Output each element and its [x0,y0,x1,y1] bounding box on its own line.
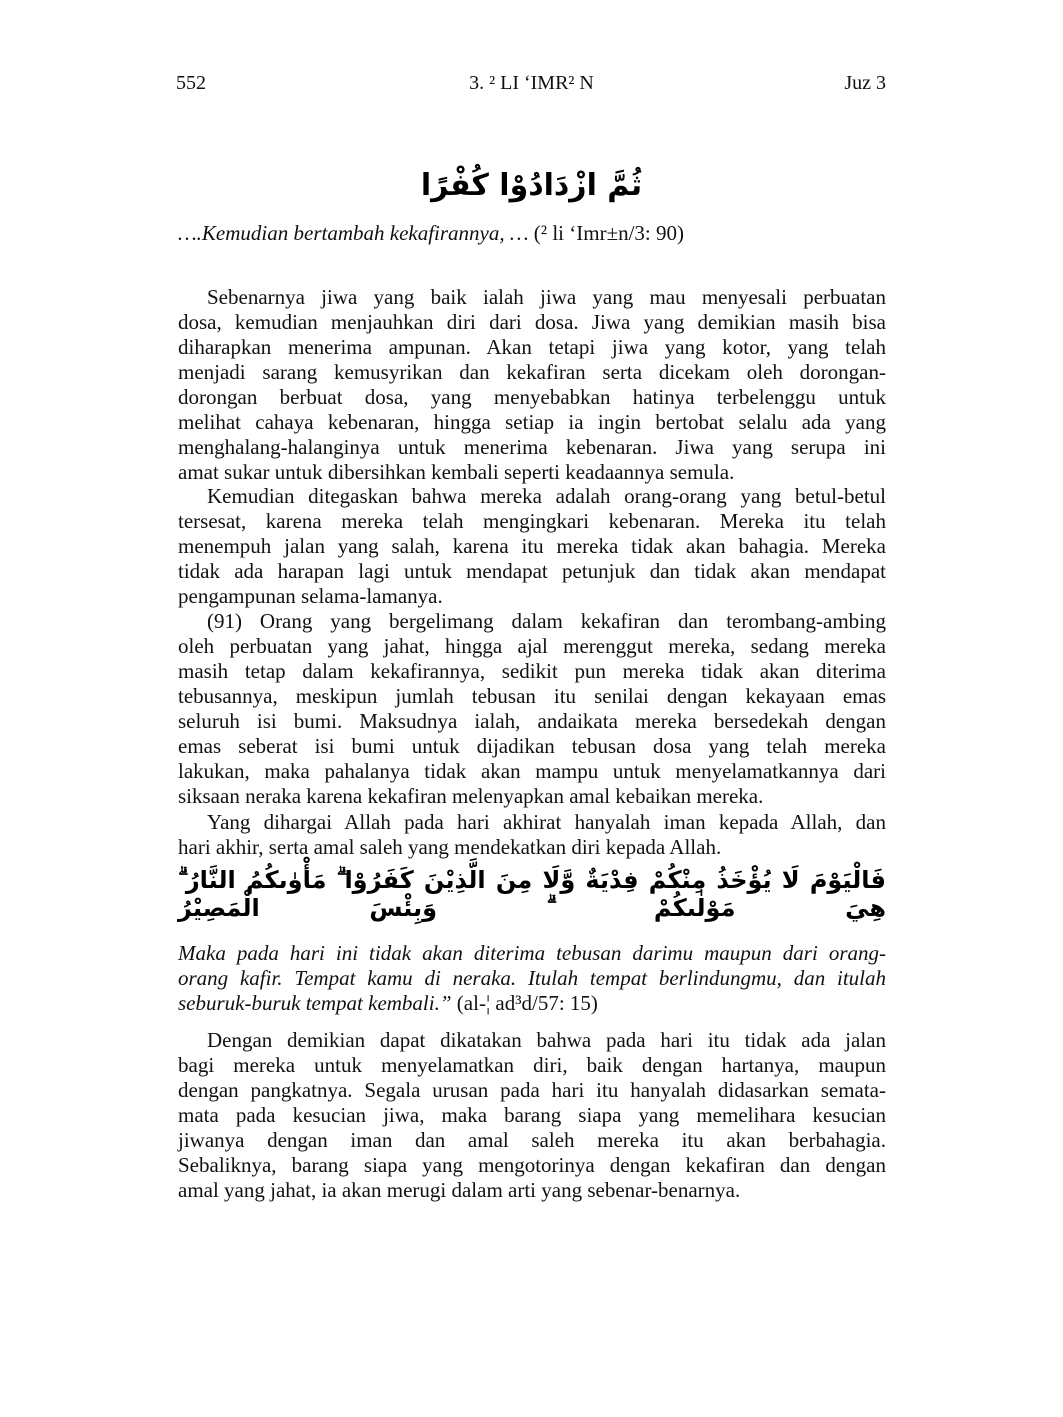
text-line: seluruh isi bumi. Maksudnya ialah, andaikata mereka bersedekah dengan [178,709,886,733]
text-line: amat sukar untuk dibersihkan kembali seperti keadaannya semula. [178,460,735,484]
text-line: (91) Orang yang bergelimang dalam kekafiran dan terombang-ambing [207,609,886,633]
text-line: mata pada kesucian jiwa, maka barang siapa yang memelihara kesucian [178,1103,886,1127]
running-header-juz: Juz 3 [844,72,886,94]
text-line: menempuh jalan yang salah, karena itu mereka tidak akan bahagia. Mereka [178,534,886,558]
text-line: tidak ada harapan lagi untuk mendapat petunjuk dan tidak akan mendapat [178,559,886,583]
verse-1-translation: ….Kemudian bertambah kekafirannya, … [178,221,529,245]
text-line: Sebenarnya jiwa yang baik ialah jiwa yang mau menyesali perbuatan [207,285,886,309]
text-line: siksaan neraka karena kekafiran melenyapkan amal kebaikan mereka. [178,784,764,808]
closing-paragraph [178,1028,886,1203]
text-line: dosa, kemudian menjauhkan diri dari dosa. Jiwa yang demikian masih bisa [178,310,886,334]
text-line: tersesat, karena mereka telah mengingkari kebenaran. Mereka itu telah [178,509,886,533]
translation-line: orang kafir. Tempat kamu di neraka. Itulah tempat berlindungmu, dan itulah [178,966,886,990]
text-line: Yang dihargai Allah pada hari akhirat hanyalah iman kepada Allah, dan [207,810,886,834]
text-line: hari akhir, serta amal saleh yang mendekatkan diri kepada Allah. [178,835,722,859]
paragraph [178,484,886,609]
verse-2-translation [178,941,886,1016]
text-line: amal yang jahat, ia akan merugi dalam arti yang sebenar-benarnya. [178,1178,741,1202]
text-line: dorongan berbuat dosa, yang menyebabkan hatinya terbelenggu untuk [178,385,886,409]
text-line: Sebaliknya, barang siapa yang mengotorinya dengan kekafiran dan dengan [178,1153,886,1177]
text-line: emas seberat isi bumi untuk dijadikan tebusan dosa yang telah mereka [178,734,886,758]
text-line: oleh perbuatan yang jahat, hingga ajal merenggut mereka, sedang mereka [178,634,886,658]
paragraph [178,810,886,860]
translation-line: Maka pada hari ini tidak akan diterima tebusan darimu maupun dari orang- [178,941,886,965]
text-line: pengampunan selama-lamanya. [178,584,443,608]
text-line: jiwanya dengan iman dan amal saleh mereka itu akan berbahagia. [178,1128,886,1152]
translation-line: seburuk-buruk tempat kembali.” [178,991,452,1015]
text-line: melihat cahaya kebenaran, hingga setiap ia ingin bertobat selalu ada yang [178,410,886,434]
paragraph [178,285,886,485]
verse-1-citation [178,221,684,246]
running-header-chapter: 3. ² LI ‘IMR² N [469,72,594,94]
arabic-verse-1: ثُمَّ ازْدَادُوْا كُفْرًا [420,168,643,203]
text-line: dengan pangkatnya. Segala urusan pada hari itu hanyalah didasarkan semata- [178,1078,886,1102]
verse-1-reference: (² li ‘Imr±n/3: 90) [533,221,685,245]
text-line: Dengan demikian dapat dikatakan bahwa pada hari itu tidak ada jalan [207,1028,886,1052]
text-line: menghalang-halanginya untuk menerima kebenaran. Jiwa yang serupa ini [178,435,886,459]
arabic-verse-2: فَالْيَوْمَ لَا يُؤْخَذُ مِنْكُمْ فِدْيَةٌ وَّلَا مِنَ الَّذِيْنَ كَفَرُوْا ۗ مَأْوٰىكُمُ النَّارُ ۗ هِيَ مَوْلٰىكُمْ ۗ وَبِئْسَ الْمَصِيْرُ [178,866,886,922]
page-number: 552 [176,72,206,94]
paragraph [178,609,886,809]
verse-2-reference: (al-¦ ad³d/57: 15) [456,991,598,1015]
text-line: diharapkan menerima ampunan. Akan tetapi jiwa yang kotor, yang telah [178,335,886,359]
text-line: masih tetap dalam kekafirannya, sedikit pun mereka tidak akan diterima [178,659,886,683]
text-line: tebusannya, meskipun jumlah tebusan itu senilai dengan kekayaan emas [178,684,886,708]
text-line: menjadi sarang kemusyrikan dan kekafiran serta dicekam oleh dorongan- [178,360,886,384]
text-line: Kemudian ditegaskan bahwa mereka adalah orang-orang yang betul-betul [207,484,886,508]
text-line: bagi mereka untuk menyelamatkan diri, baik dengan hartanya, maupun [178,1053,886,1077]
text-line: lakukan, maka pahalanya tidak akan mampu untuk menyelamatkannya dari [178,759,886,783]
